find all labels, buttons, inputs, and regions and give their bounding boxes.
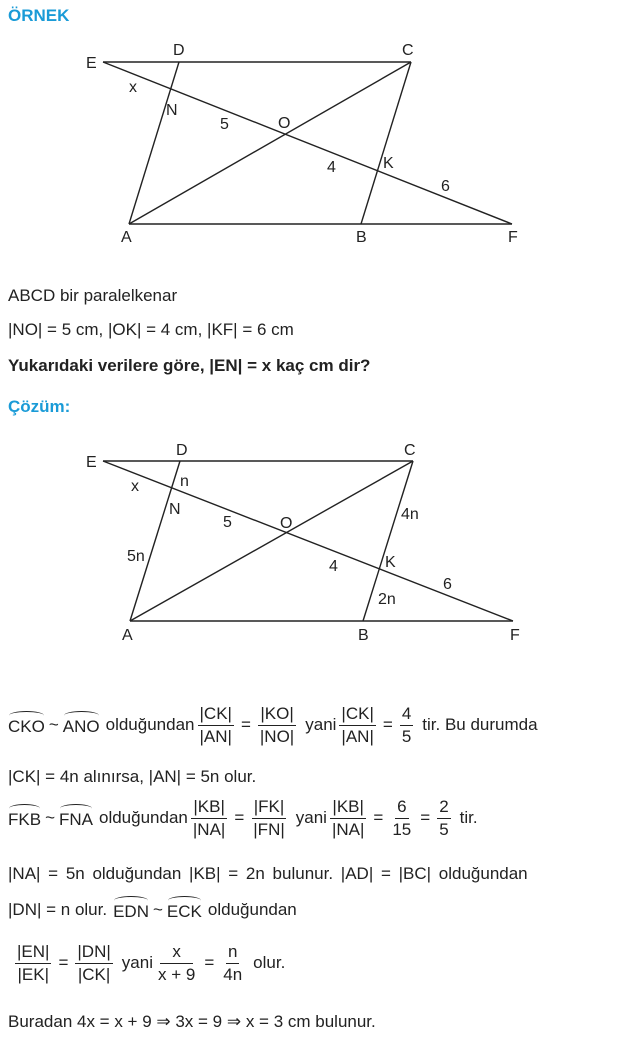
angle-ano: ANO	[63, 713, 100, 737]
solution-heading: Çözüm:	[8, 397, 71, 416]
text-yani: yani	[295, 808, 327, 828]
text-oldugundan: olduğundan	[207, 900, 297, 919]
problem-question: Yukarıdaki verilere göre, |EN| = x kaç cm dir?	[8, 356, 371, 375]
label-D: D	[173, 42, 185, 59]
fraction-x-x9: $\frac{x}{x + 9}$	[157, 942, 196, 984]
text-tir-bu-durumda: tir. Bu durumda	[422, 715, 538, 735]
segment-5n: 5n	[127, 548, 145, 565]
similarity-sign: ~	[48, 715, 59, 735]
label-E: E	[86, 454, 97, 471]
label-B: B	[358, 627, 369, 644]
segment-4: 4	[327, 159, 336, 176]
fraction-ko-no: $\frac{|KO|}{|NO|}$	[259, 704, 295, 746]
solution-line-7: Buradan 4x = x + 9 ⇒ 3x = 9 ⇒ x = 3 cm bulunur.	[8, 1012, 376, 1031]
segment-6: 6	[443, 576, 452, 593]
segment-6: 6	[441, 178, 450, 195]
equals-sign: =	[373, 808, 384, 828]
angle-edn: EDN	[113, 898, 149, 922]
label-O: O	[278, 115, 291, 132]
figure-1-parallelogram	[0, 0, 620, 260]
segment-4n: 4n	[401, 506, 419, 523]
equals-sign: =	[58, 953, 69, 973]
similarity-sign: ~	[45, 808, 55, 828]
label-F: F	[508, 229, 518, 246]
fraction-ck-an-2: $\frac{|CK|}{|AN|}$	[341, 704, 374, 746]
fraction-6-15: $\frac{6}{15}$	[392, 797, 412, 839]
label-K: K	[383, 155, 394, 172]
equals-sign: =	[240, 715, 251, 735]
example-heading: ÖRNEK	[8, 6, 70, 25]
equals-sign: =	[204, 953, 215, 973]
fraction-n-4n: $\frac{n}{4n}$	[223, 942, 243, 984]
solution-line-3	[8, 797, 478, 839]
fraction-4-5: $\frac{4}{5}$	[401, 704, 412, 746]
fraction-ck-an: $\frac{|CK|}{|AN|}$	[199, 704, 232, 746]
angle-cko: CKO	[8, 713, 45, 737]
fraction-2-5: $\frac{2}{5}$	[439, 797, 449, 839]
line-EF	[103, 461, 513, 621]
solution-line-6	[12, 942, 285, 984]
label-N: N	[166, 102, 178, 119]
text-yani: yani	[121, 953, 153, 973]
solution-line-1	[8, 704, 538, 746]
equals-sign: =	[382, 715, 393, 735]
text-dn-n-olur: |DN| = n olur.	[8, 900, 108, 919]
segment-n: n	[180, 473, 189, 490]
equals-sign: =	[234, 808, 245, 828]
solution-line-2: |CK| = 4n alınırsa, |AN| = 5n olur.	[8, 767, 257, 786]
label-B: B	[356, 229, 367, 246]
label-O: O	[280, 515, 293, 532]
solution-line-4: |NA| = 5n olduğundan |KB| = 2n bulunur. |AD| = |BC| olduğundan	[8, 864, 528, 883]
equals-sign: =	[420, 808, 431, 828]
fraction-fk-fn: $\frac{|FK|}{|FN|}$	[253, 797, 285, 839]
fraction-kb-na-2: $\frac{|KB|}{|NA|}$	[331, 797, 365, 839]
problem-line-1: ABCD bir paralelkenar	[8, 286, 178, 305]
segment-x: x	[131, 478, 139, 495]
fraction-en-ek: $\frac{|EN|}{|EK|}$	[17, 942, 50, 984]
label-K: K	[385, 554, 396, 571]
segment-2n: 2n	[378, 591, 396, 608]
segment-x: x	[129, 79, 137, 96]
angle-eck: ECK	[167, 898, 202, 922]
segment-5: 5	[220, 116, 229, 133]
fraction-kb-na: $\frac{|KB|}{|NA|}$	[192, 797, 226, 839]
label-N: N	[169, 501, 181, 518]
label-D: D	[176, 442, 188, 459]
segment-4: 4	[329, 558, 338, 575]
text-olur: olur.	[253, 953, 286, 973]
label-E: E	[86, 55, 97, 72]
figure-2-parallelogram	[0, 430, 620, 660]
text-yani: yani	[305, 715, 337, 735]
label-C: C	[404, 442, 416, 459]
label-A: A	[121, 229, 132, 246]
angle-fkb: FKB	[8, 806, 41, 830]
label-F: F	[510, 627, 520, 644]
segment-5: 5	[223, 514, 232, 531]
label-C: C	[402, 42, 414, 59]
text-oldugundan: olduğundan	[99, 808, 188, 828]
similarity-sign: ~	[152, 900, 163, 919]
fraction-dn-ck: $\frac{|DN|}{|CK|}$	[77, 942, 111, 984]
text-oldugundan: olduğundan	[105, 715, 195, 735]
solution-line-5	[8, 898, 297, 922]
text-tir: tir.	[459, 808, 478, 828]
problem-line-2: |NO| = 5 cm, |OK| = 4 cm, |KF| = 6 cm	[8, 320, 294, 339]
label-A: A	[122, 627, 133, 644]
angle-fna: FNA	[59, 806, 93, 830]
line-EF	[103, 62, 512, 224]
